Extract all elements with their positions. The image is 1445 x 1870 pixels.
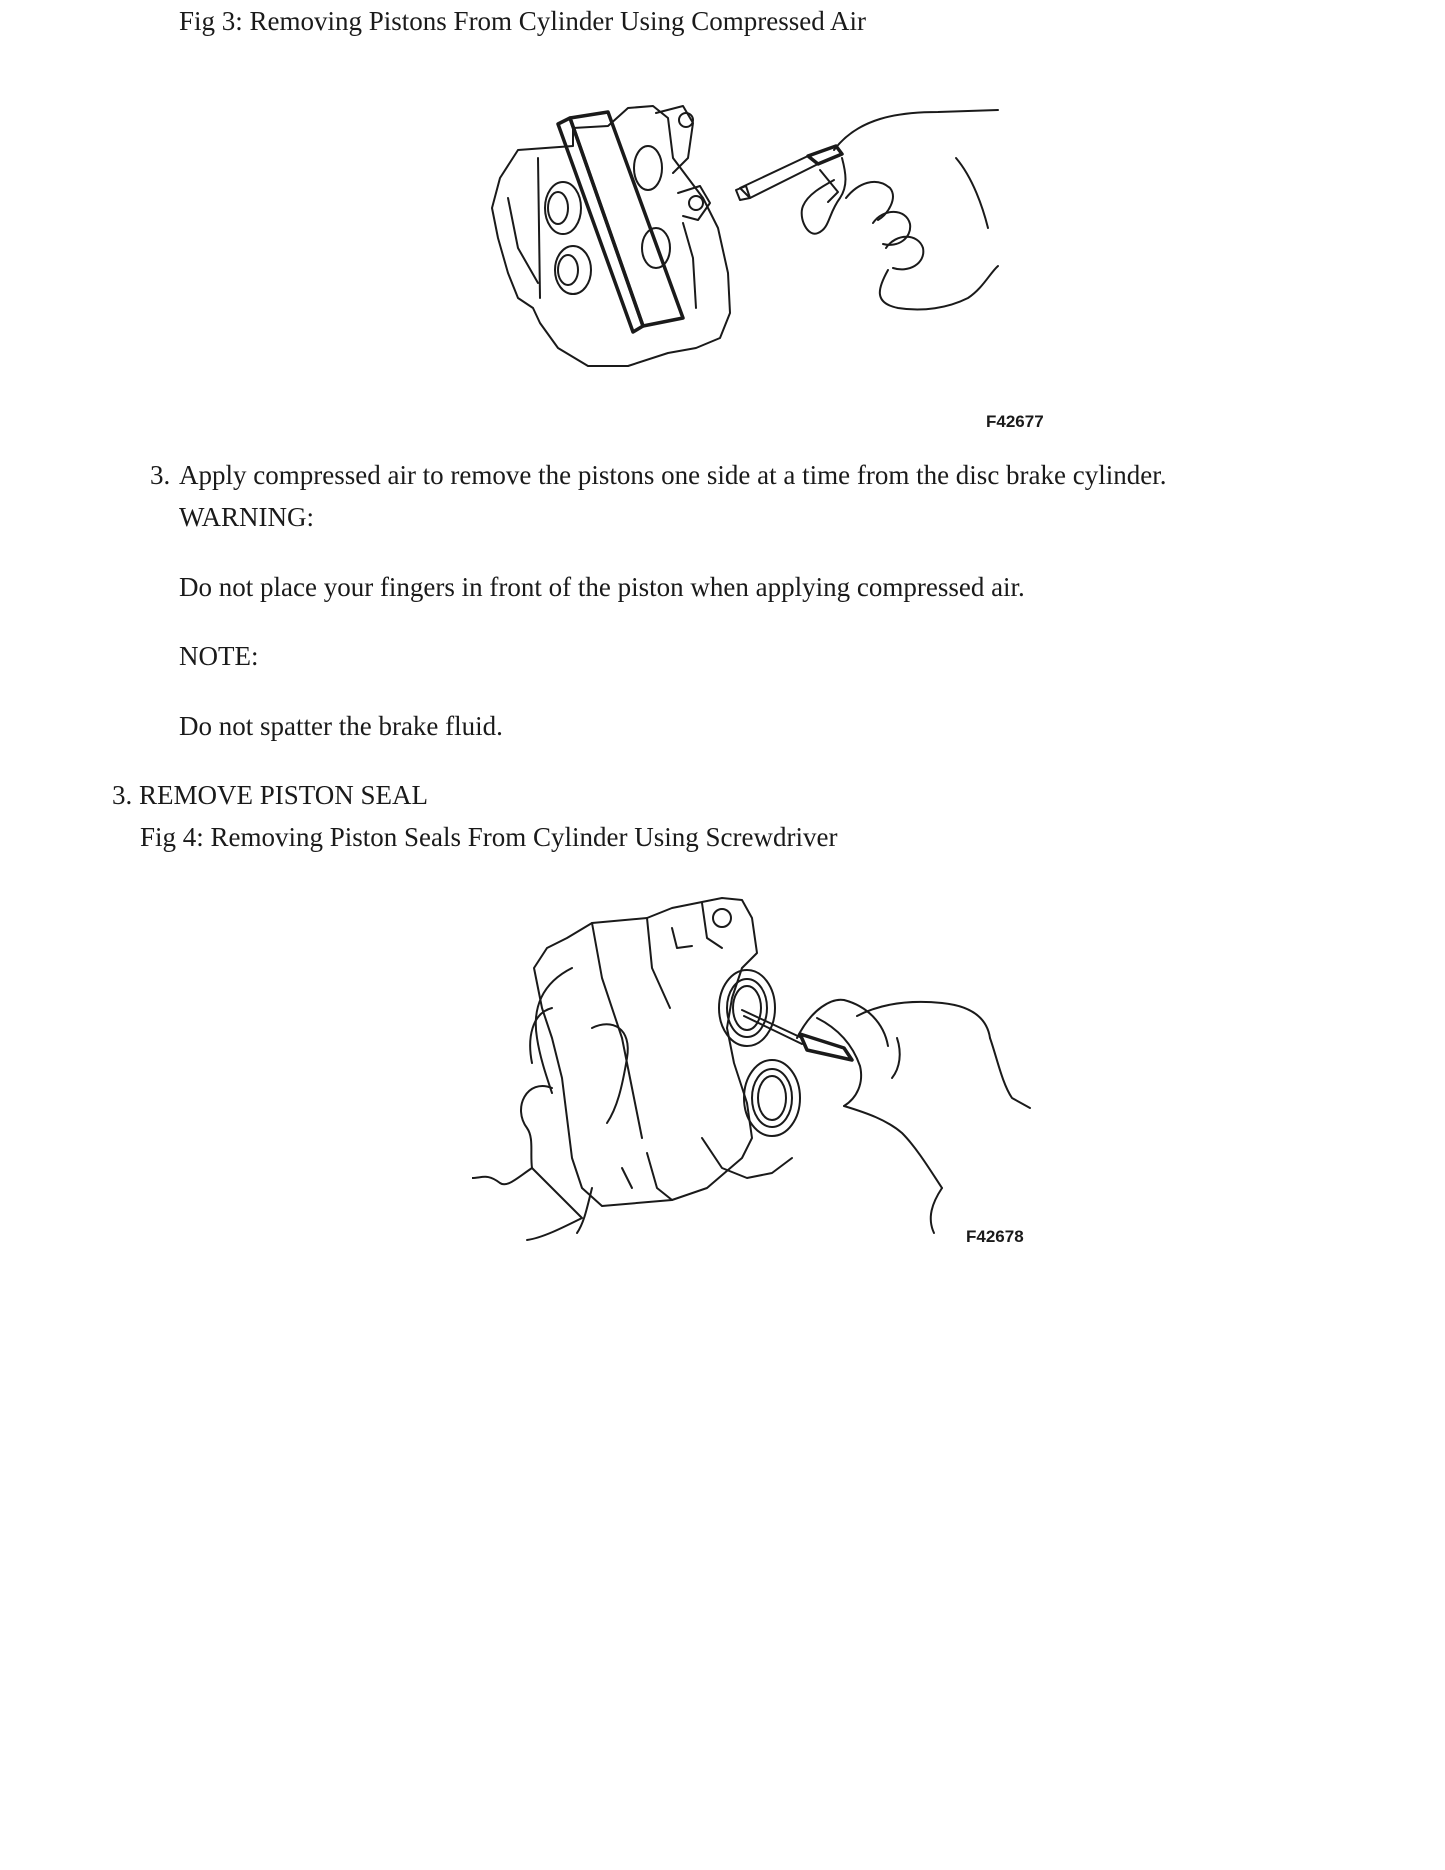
step-text: Apply compressed air to remove the pistons one side at a time from the disc brake cylinder. — [179, 460, 1167, 490]
fig4-caption: Fig 4: Removing Piston Seals From Cylinder Using Screwdriver — [140, 822, 838, 852]
warning-label: WARNING: — [179, 502, 314, 532]
fig3-reference-code: F42677 — [986, 412, 1044, 431]
note-text: Do not spatter the brake fluid. — [179, 711, 503, 741]
fig3-caption: Fig 3: Removing Pistons From Cylinder Using Compressed Air — [179, 6, 867, 36]
fig4-caliper-screwdriver-illustration — [472, 888, 1032, 1248]
section-heading: 3. REMOVE PISTON SEAL — [112, 780, 429, 810]
note-label: NOTE: — [179, 641, 259, 671]
fig3-caliper-air-gun-illustration — [478, 98, 1058, 438]
step-number: 3. — [150, 460, 171, 490]
fig4-reference-code: F42678 — [966, 1227, 1024, 1246]
warning-text: Do not place your fingers in front of the piston when applying compressed air. — [179, 572, 1025, 602]
